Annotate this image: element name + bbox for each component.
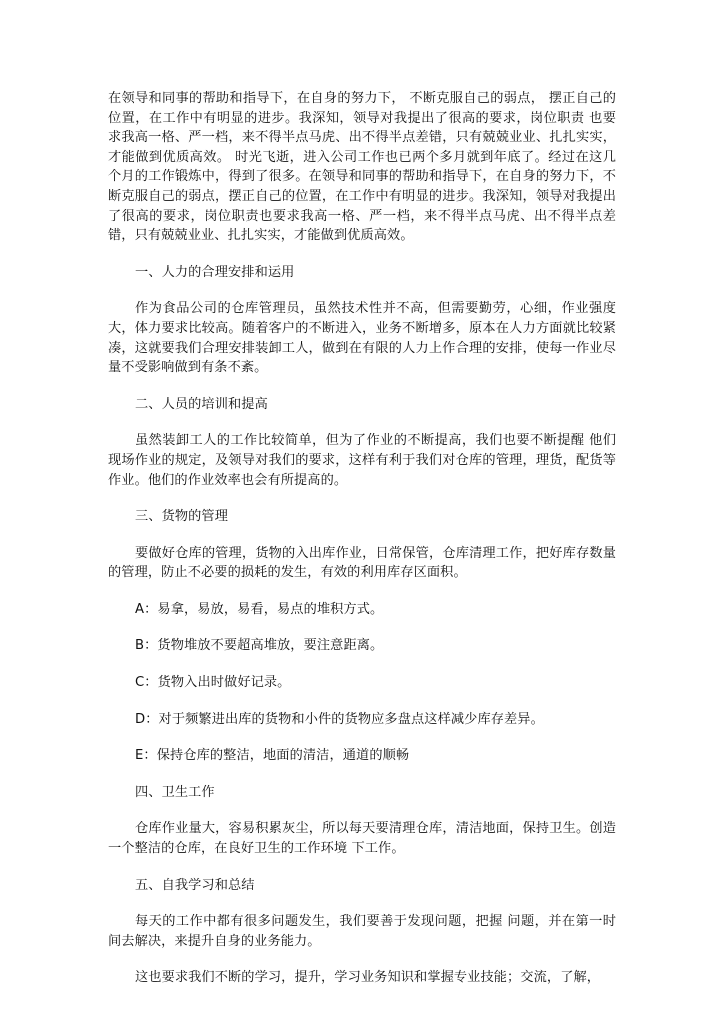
section-paragraph-2: 虽然装卸工人的工作比较简单，但为了作业的不断提高，我们也要不断提醒 他们现场作业的规定，及领导对我们的要求，这样有利于我们对仓库的管理，理货，配货等作业。他们的作业效率也会有所提高的。: [108, 433, 616, 488]
section-heading-3: 三、货物的管理: [135, 509, 229, 525]
section-heading-2: 二、人员的培训和提高: [135, 396, 268, 412]
list-item-d: D：对于频繁进出库的货物和小件的货物应多盘点这样减少库存差异。: [135, 711, 544, 727]
section-paragraph-6: 这也要求我们不断的学习，提升，学习业务知识和掌握专业技能；交流，了解，: [135, 970, 601, 986]
list-item-b: B：货物堆放不要超高堆放，要注意距离。: [135, 638, 384, 654]
section-paragraph-5: 每天的工作中都有很多问题发生，我们要善于发现问题，把握 问题，并在第一时间去解决，来提升自身的业务能力。: [108, 914, 616, 949]
intro-paragraph: 在领导和同事的帮助和指导下，在自身的努力下， 不断克服自己的弱点， 摆正自己的位置，在工作中有明显的进步。我深知，领导对我提出了很高的要求，岗位职责 也要求我高一格、严一档，来不得半点马虎、出不得半点差错，只有兢兢业业、扎扎实实，才能做到优质高效。 时光飞逝，进入公司工作也已两个多月就到年底了。经过在这几个月的工作锻炼中，得到了很多。在领导和同事的帮助和指导下，在自身的努力下，不断克服自己的弱点，摆正自己的位置，在工作中有明显的进步。我深知，领导对我提出了很高的要求，岗位职责也要求我高一格、严一档，来不得半点马虎、出不得半点差错，只有兢兢业业、扎扎实实，才能做到优质高效。: [108, 91, 616, 244]
list-item-a: A：易拿，易放，易看，易点的堆积方式。: [135, 601, 384, 617]
section-paragraph-3: 要做好仓库的管理，货物的入出库作业，日常保管，仓库清理工作，把好库存数量的管理，防止不必要的损耗的发生，有效的利用库存区面积。: [108, 545, 616, 581]
section-heading-5: 五、自我学习和总结: [135, 877, 255, 893]
list-item-c: C：货物入出时做好记录。: [135, 675, 291, 691]
document-page: [108, 89, 616, 988]
list-item-e: E：保持仓库的整洁，地面的清洁，通道的顺畅: [135, 748, 410, 764]
section-heading-1: 一、人力的合理安排和运用: [135, 264, 295, 280]
section-heading-4: 四、卫生工作: [135, 784, 215, 800]
section-paragraph-1: 作为食品公司的仓库管理员，虽然技术性并不高，但需要勤劳，心细，作业强度大，体力要求比较高。随着客户的不断进入，业务不断增多，原本在人力方面就比较紧凑，这就要我们合理安排装卸工人，做到在有限的人力上作合理的安排，使每一作业尽量不受影响做到有条不紊。: [108, 301, 616, 376]
section-paragraph-4: 仓库作业量大，容易积累灰尘，所以每天要清理仓库，清洁地面，保持卫生。创造一个整洁的仓库，在良好卫生的工作环境 下工作。: [108, 821, 616, 857]
